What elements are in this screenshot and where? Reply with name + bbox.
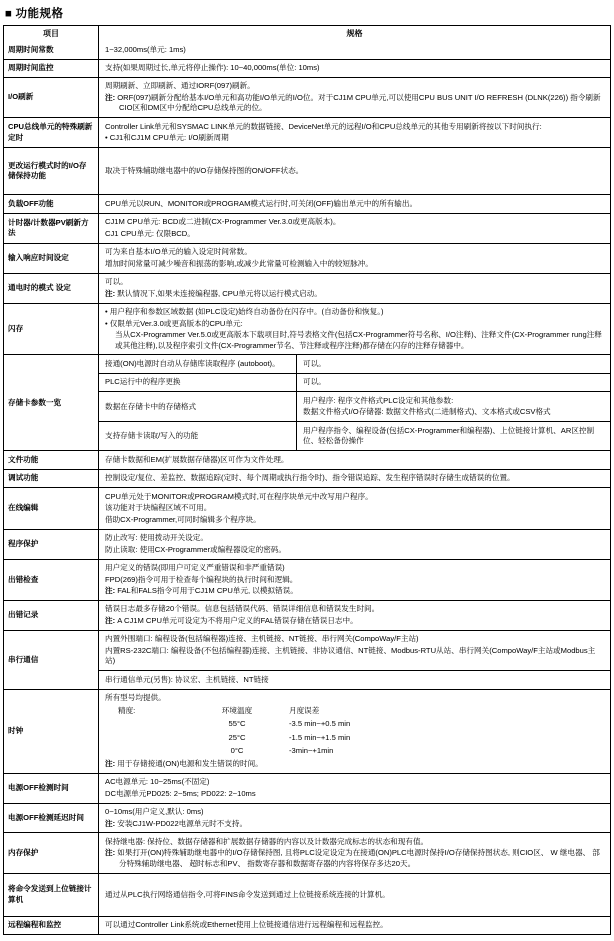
item-cell: [4, 41, 99, 58]
spec-line: 支持存储卡读取/写入的功能: [105, 431, 199, 441]
table-row: [4, 273, 610, 303]
item-label: 程序保护: [8, 538, 39, 548]
item-label: 周期时间常数: [8, 44, 54, 54]
spec-line: 防止改写: 使用拨动开关设定。: [105, 533, 208, 543]
spec-line: 通过从PLC执行网络通信指令,可将FINS命令发送到通过上位链接系统连接的计算机。: [105, 889, 390, 899]
spec-line: PLC运行中的程序更换: [105, 377, 181, 387]
spec-line: 内置RS-232C端口: 编程设备(不包括编程器)连接、主机链接、非协议通信、NT链接、Modbus-RTU从站、串行网关(CompoWay/F主站或Modbus主站): [105, 645, 596, 666]
item-label: 通电时的模式 设定: [8, 282, 71, 292]
spec-line: 用户程序: 程序文件格式PLC设定和其他参数:: [303, 395, 454, 405]
item-label: 时钟: [8, 725, 24, 735]
item-cell: [4, 78, 99, 117]
spec-subrow-label: [99, 422, 297, 450]
table-row: [4, 77, 610, 117]
spec-text-block: [99, 774, 610, 803]
item-cell: [4, 690, 99, 773]
item-label: 存储卡参数一览: [8, 397, 62, 407]
spec-subrow-value: [297, 392, 610, 421]
spec-subrow-label: [99, 392, 297, 421]
spec-line: 注: A CJ1M CPU单元可设定为不将用户定义的FAL错误存储在错误日志中。: [105, 615, 358, 625]
spec-line: 可以。: [105, 277, 128, 287]
spec-text-block: [99, 60, 610, 77]
item-label: 更改运行模式时的I/O存储保持功能: [8, 160, 87, 181]
item-cell: [4, 774, 99, 803]
item-cell: [4, 214, 99, 243]
item-label: 出错记录: [8, 610, 39, 620]
header-spec-cell: 规格: [346, 29, 363, 38]
table-row: [4, 213, 610, 243]
spec-subrow-label: [99, 374, 297, 391]
spec-line: 注: 如果打开(ON)特殊辅助继电器中的I/O存储保持图, 且将PLC设定设定为在接通(ON)PLC电源时保持I/O存储保持图状态, 则CIO区、 W 继电器、 部分特殊辅助继电器、 超时标志和PV、 指数寄存器和数据寄存器的内容将保存多达20天。: [105, 848, 600, 868]
item-label: 调试功能: [8, 473, 39, 483]
spec-cell: [99, 451, 610, 468]
item-label: 将命令发送到上位链接计算机: [8, 884, 92, 904]
item-label: 文件功能: [8, 454, 39, 464]
spec-line: 1~32,000ms(单元: 1ms): [105, 44, 186, 54]
spec-subrow-value: [297, 374, 610, 391]
table-row: [4, 147, 610, 194]
table-row: [4, 689, 610, 773]
section-marker-icon: ■: [5, 8, 13, 20]
spec-line: 25°C -1.5 min~+1.5 min: [228, 732, 351, 742]
spec-line: 用户定义的错误(即用户可定义严重错误和非严重错误): [105, 563, 285, 573]
spec-line: 当从CX-Programmer Ver.5.0或更高版本下载项目时,符号表格文件(包括CX-Programmer符号名称、I/O注释)、注释文件(CX-Programmer rung注释或其他注释),以及程序索引文件(CX-Programmer节名、节注释或程序注释)都存储在闪存的注释存储器中。: [115, 330, 602, 350]
spec-line: 注: 用于存储接通(ON)电源和发生错误的时间。: [105, 758, 263, 768]
table-row: [4, 59, 610, 77]
spec-line: AC电源单元: 10~25ms(不固定): [105, 777, 210, 787]
item-cell: [4, 244, 99, 273]
spec-text-block: [99, 214, 610, 243]
item-label: 电源OFF检测延迟时间: [8, 812, 84, 822]
spec-line: CJ1 CPU单元: 仅限BCD。: [105, 228, 195, 238]
spec-text-block: [99, 470, 610, 487]
spec-text-block: [99, 601, 610, 630]
item-cell: [4, 60, 99, 77]
table-row: [4, 303, 610, 355]
table-row: [4, 803, 610, 833]
item-cell: [4, 195, 99, 212]
table-row: [4, 41, 610, 58]
spec-cell: [99, 274, 610, 303]
item-label: CPU总线单元的特殊刷新定时: [8, 122, 93, 142]
spec-cell: [99, 601, 610, 630]
spec-cell: [99, 488, 610, 528]
spec-line: 借助CX-Programmer,可同时编辑多个程序块。: [105, 514, 261, 524]
spec-cell: [99, 530, 610, 559]
item-cell: [4, 530, 99, 559]
item-cell: [4, 874, 99, 916]
spec-line: 所有型号均提供。: [105, 693, 166, 703]
spec-line: 注: FAL和FALS指令可用于CJ1M CPU单元, 以模拟错误。: [105, 586, 298, 595]
spec-subrow-value: [297, 422, 610, 450]
table-row: [4, 450, 610, 468]
spec-cell: [99, 874, 610, 916]
table-row: [4, 469, 610, 487]
spec-line: 注: 安装CJ1W-PD022电源单元时不支持。: [105, 818, 248, 828]
table-row: [4, 916, 610, 934]
item-label: 闪存: [8, 323, 24, 333]
spec-line: FPD(269)指令可用于检查每个编程块的执行时间和逻辑。: [105, 574, 298, 584]
spec-line: • CJ1和CJ1M CPU单元: I/O刷新周期: [105, 133, 229, 143]
spec-text-block: [99, 631, 610, 670]
spec-text-block: [99, 488, 610, 528]
spec-line: 数据在存储卡中的存储格式: [105, 401, 197, 411]
item-cell: [4, 560, 99, 600]
spec-cell: [99, 355, 610, 450]
spec-cell: [99, 304, 610, 355]
table-row: [4, 832, 610, 872]
item-cell: [4, 470, 99, 487]
item-label: 周期时间监控: [8, 63, 54, 72]
item-cell: [4, 804, 99, 833]
item-label: 电源OFF检测时间: [8, 782, 69, 792]
spec-text-block: [99, 195, 610, 212]
item-cell: [4, 118, 99, 147]
spec-subrow: [99, 355, 610, 372]
item-label: 在线编辑: [8, 503, 39, 513]
spec-line: • 用户程序和参数区域数据 (如PLC设定)始终自动备份在闪存中。(自动备份和恢复。): [105, 307, 384, 317]
spec-text-block: [99, 670, 610, 688]
table-row: [4, 773, 610, 803]
item-label: 远程编程和监控: [8, 920, 62, 930]
spec-cell: [99, 833, 610, 872]
spec-cell: [99, 148, 610, 194]
spec-line: 该功能对于块编程区域不可用。: [105, 503, 212, 513]
spec-line: CPU单元以RUN、MONITOR或PROGRAM模式运行时,可关闭(OFF)输出单元中的所有输出。: [105, 198, 418, 208]
table-header-row: [4, 26, 610, 41]
spec-text-block: [99, 874, 610, 916]
item-cell: [4, 274, 99, 303]
table-row: [4, 194, 610, 212]
spec-line: 控制设定/复位、差监控、数据追踪(定时、每个周期或执行指令时)、指令错误追踪、发生程序错误时存储生成错误的位置。: [105, 473, 515, 483]
spec-text-block: [99, 118, 610, 147]
spec-text-block: [99, 530, 610, 559]
spec-text-block: [99, 304, 610, 355]
spec-line: 55°C -3.5 min~+0.5 min: [228, 719, 351, 729]
spec-line: 数据文件格式I/O存储器: 数据文件格式(二进制格式)、文本格式或CSV格式: [303, 407, 551, 417]
spec-line: 支持(如果周期过长,单元将停止操作): 10~40,000ms(单位: 10ms): [105, 63, 320, 72]
item-cell: [4, 631, 99, 689]
table-row: [4, 600, 610, 630]
table-row: [4, 487, 610, 528]
item-cell: [4, 355, 99, 450]
function-spec-table: [3, 25, 611, 935]
spec-cell: [99, 78, 610, 117]
item-cell: [4, 601, 99, 630]
spec-text-block: [99, 148, 610, 194]
spec-line: 周期刷新、立即刷新、通过IORF(097)刷新。: [105, 81, 255, 91]
spec-text-block: [99, 690, 610, 773]
spec-line: 可以。: [303, 377, 326, 387]
table-body: [4, 41, 610, 934]
item-label: 内存保护: [8, 847, 39, 857]
spec-cell: [99, 804, 610, 833]
item-cell: [4, 148, 99, 194]
spec-cell: [99, 118, 610, 147]
spec-line: 增加时间常量可减少噪音和振荡的影响,或减少此常量可检测输入中的较短脉冲。: [105, 258, 373, 268]
spec-line: 接通(ON)电源时自动从存储库读取程序 (autoboot)。: [105, 358, 280, 368]
item-label: 串行通信: [8, 654, 39, 664]
item-cell: [4, 833, 99, 872]
section-title: [5, 5, 611, 21]
spec-line: 内置外围端口: 编程设备(包括编程器)连接、主机链接、NT链接、串行网关(CompoWay/F主站): [105, 634, 419, 644]
item-cell: [4, 917, 99, 934]
table-row: [4, 630, 610, 689]
spec-text-block: [99, 274, 610, 303]
spec-cell: [99, 560, 610, 600]
spec-text-block: [99, 560, 610, 600]
spec-line: CJ1M CPU单元: BCD或二进制(CX-Programmer Ver.3.0或更高版本)。: [105, 217, 341, 227]
spec-line: DC电源单元PD025: 2~5ms; PD022: 2~10ms: [105, 788, 256, 798]
spec-line: CPU单元处于MONITOR或PROGRAM模式时,可在程序块单元中改写用户程序。: [105, 491, 373, 501]
spec-line: 错误日志最多存储20个错误。信息包括错误代码、错误详细信息和错误发生时间。: [105, 604, 380, 614]
spec-line: 注: 默认情况下,如果未连接编程器, CPU单元将以运行模式启动。: [105, 288, 322, 298]
spec-line: 保持继电器: 保持位、数据存储器和扩展数据存储器的内容以及计数器完成标志的状态和现有值。: [105, 836, 429, 846]
spec-cell: [99, 631, 610, 689]
table-row: [4, 873, 610, 916]
item-cell: [4, 451, 99, 468]
table-row: [4, 354, 610, 450]
spec-text-block: [99, 78, 610, 117]
spec-cell: [99, 244, 610, 273]
table-row: [4, 117, 610, 147]
section-title-text: 功能规格: [15, 8, 64, 20]
spec-line: 防止读取: 使用CX-Programmer或编程器设定的密码。: [105, 544, 286, 554]
table-row: [4, 529, 610, 559]
spec-cell: [99, 41, 610, 58]
spec-cell: [99, 470, 610, 487]
spec-subrow-value: [297, 355, 610, 372]
spec-subrow: [99, 391, 610, 421]
spec-cell: [99, 60, 610, 77]
spec-text-block: [99, 917, 610, 934]
spec-line: 可为来自基本I/O单元的输入设定时间常数。: [105, 247, 252, 257]
spec-cell: [99, 214, 610, 243]
spec-subrow: [99, 373, 610, 391]
item-label: 出错检查: [8, 574, 39, 584]
spec-line: 存储卡数据和EM(扩展数据存储器)区可作为文件处理。: [105, 454, 289, 464]
spec-subrow-label: [99, 355, 297, 372]
spec-line: • 仅限单元Ver.3.0或更高版本的CPU单元:: [105, 318, 243, 328]
spec-line: 精度: 环境温度 月度误差: [118, 705, 320, 715]
spec-text-block: [99, 244, 610, 273]
spec-line: 0~10ms(用户定义,默认: 0ms): [105, 807, 204, 817]
spec-line: 取决于特殊辅助继电器中的I/O存储保持图的ON/OFF状态。: [105, 166, 304, 176]
item-label: 输入响应时间设定: [8, 252, 69, 262]
spec-cell: [99, 917, 610, 934]
spec-cell: [99, 774, 610, 803]
spec-line: 可以通过Controller Link系统或Ethernet使用上位链接通信进行远程编程和远程监控。: [105, 920, 388, 930]
item-label: 计时器/计数器PV刷新方法: [8, 217, 89, 238]
spec-line: 用户程序指令、编程设备(包括CX-Programmer和编程器)、上位链接计算机、AR区控制位、轻松备份操作: [303, 425, 595, 446]
spec-line: Controller Link单元和SYSMAC LINK单元的数据链接、DeviceNet单元的远程I/O和CPU总线单元的其他专用刷新将按以下时间执行:: [105, 121, 542, 131]
spec-line: 可以。: [303, 358, 326, 368]
item-cell: [4, 488, 99, 528]
item-cell: [4, 304, 99, 355]
spec-cell: [99, 690, 610, 773]
spec-subrow: [99, 421, 610, 450]
spec-text-block: [99, 833, 610, 872]
spec-text-block: [99, 41, 610, 58]
header-item-cell: 项目: [4, 26, 99, 41]
spec-line: 串行通信单元(另售): 协议宏、主机链接、NT链接: [105, 674, 269, 684]
item-label: 负载OFF功能: [8, 198, 54, 208]
spec-text-block: [99, 451, 610, 468]
table-row: [4, 243, 610, 273]
spec-text-block: [99, 804, 610, 833]
spec-line: 注: ORF(097)刷新分配给基本I/O单元和高功能I/O单元的I/O位。对于CJ1M CPU单元,可以使用CPU BUS UNIT I/O REFRESH (DLNK(226)) 指令刷新CIO区和DM区中分配给CPU总线单元的位。: [105, 92, 601, 113]
spec-cell: [99, 195, 610, 212]
spec-line: 0°C -3min~+1min: [230, 746, 334, 756]
item-label: I/O刷新: [8, 92, 34, 102]
table-row: [4, 559, 610, 600]
